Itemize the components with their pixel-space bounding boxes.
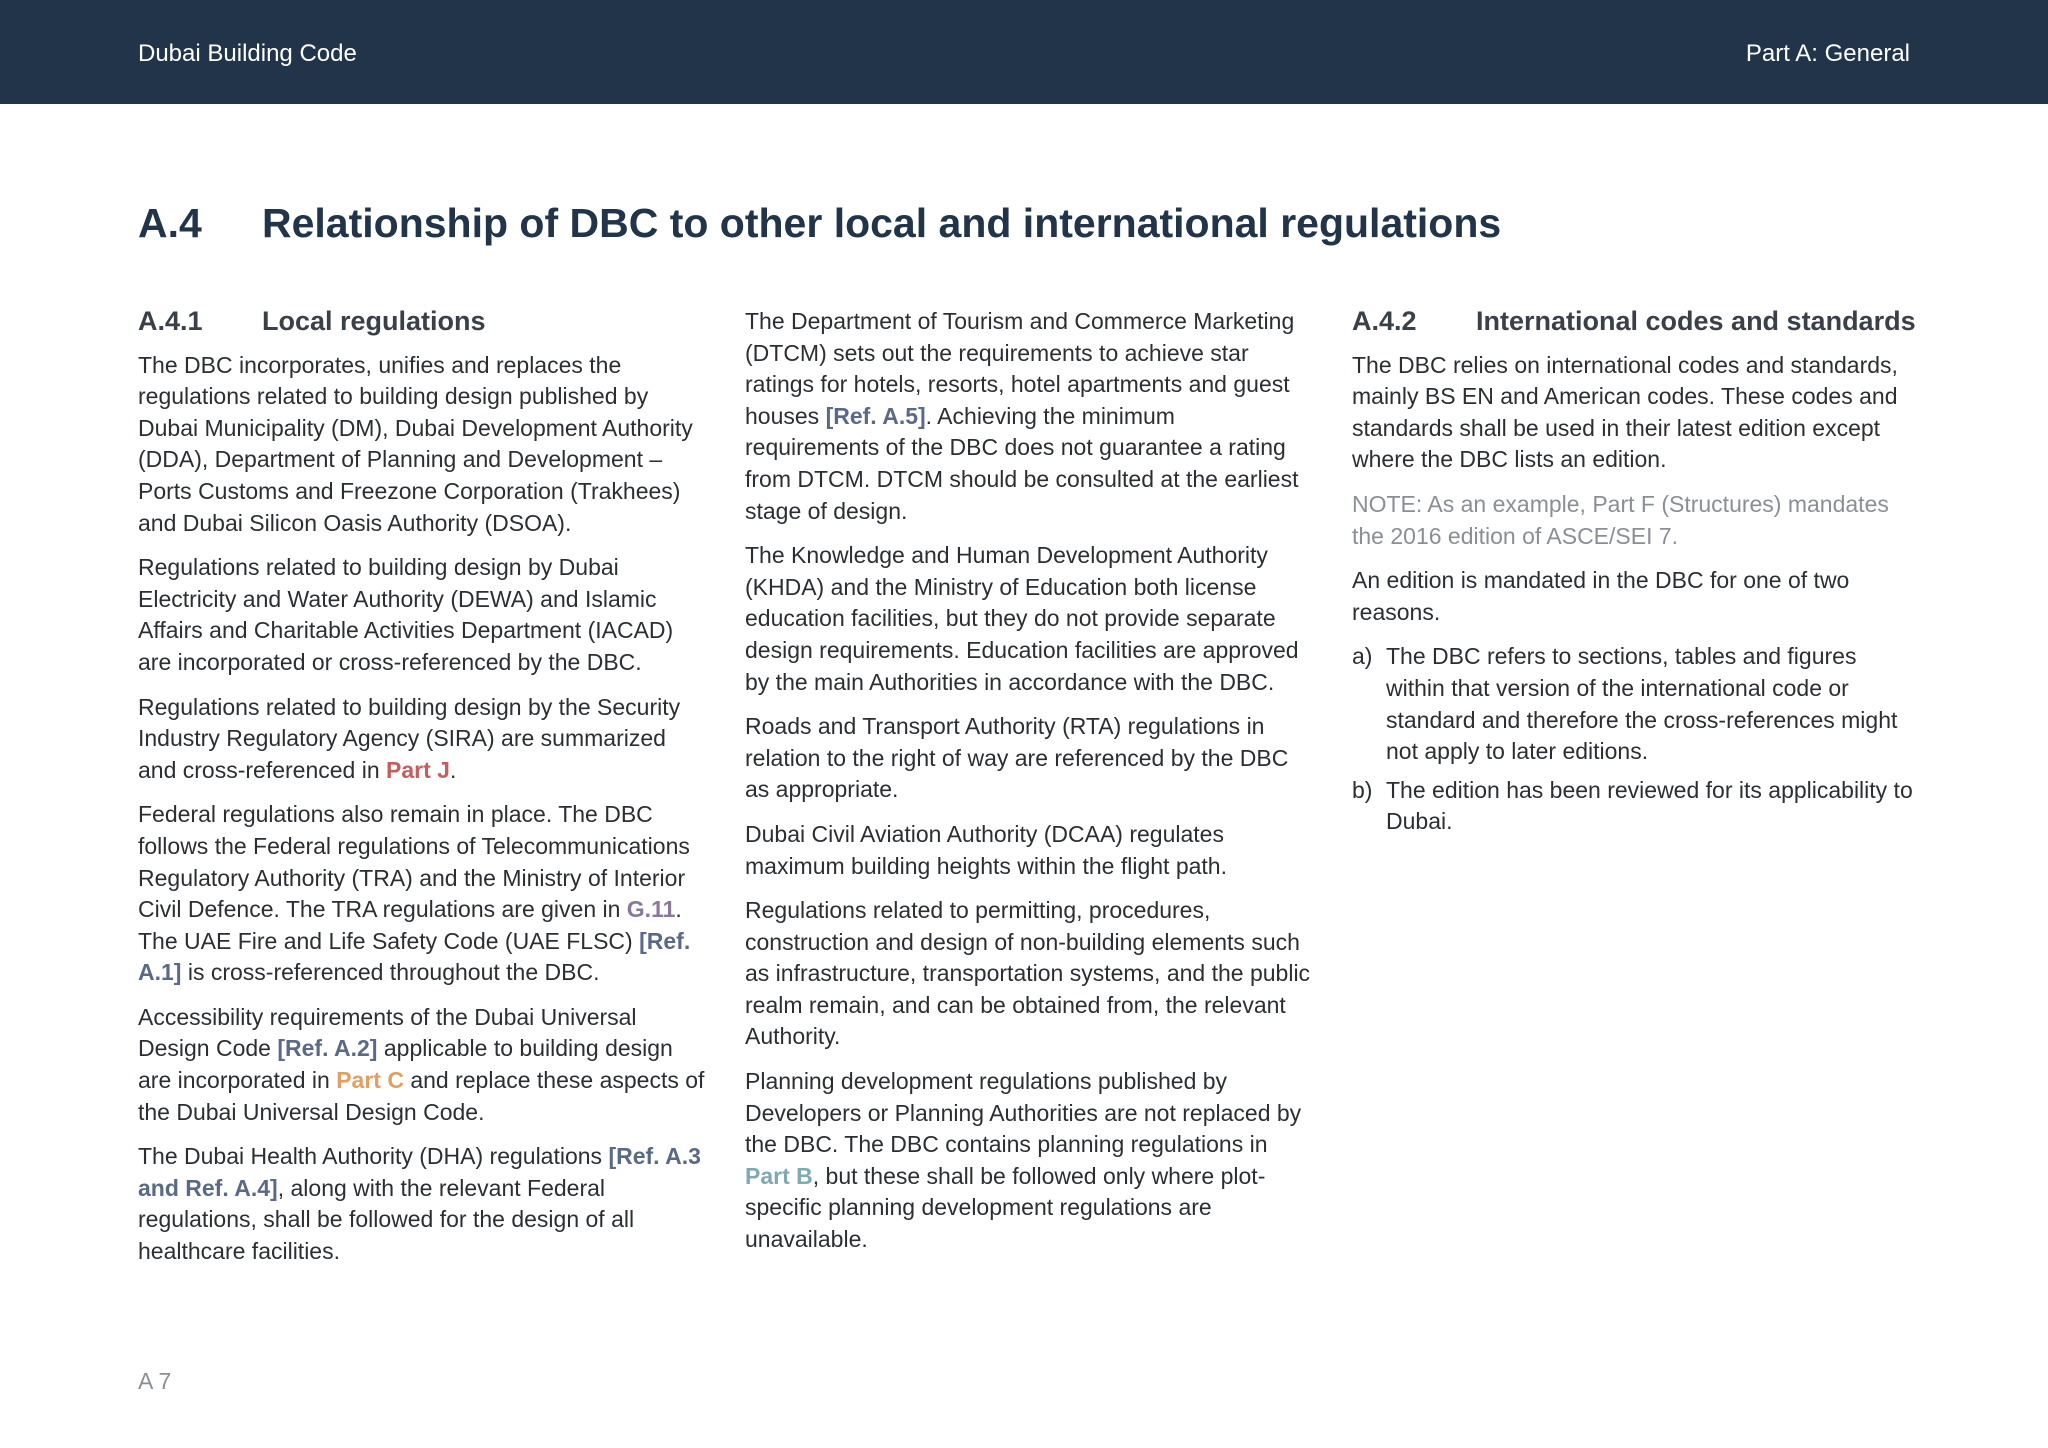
text-run: is cross-referenced throughout the DBC. xyxy=(181,959,600,986)
text-run: . Achieving the minimum requirements of the DBC does not guarantee a rating from DTCM. DTCM should be consulted at the earliest stage of design. xyxy=(745,402,1299,524)
paragraph: The DBC incorporates, unifies and replaces the regulations related to building design published by Dubai Municipality (DM), Dubai Development Authority (DDA), Department of Planning and Development – Ports Customs and Freezone Corporation (Trakhees) and Dubai Silicon Oasis Authority (DSOA). xyxy=(138,351,693,536)
subsection-title: International codes and standards xyxy=(1476,306,1916,336)
paragraph: Dubai Civil Aviation Authority (DCAA) regulates maximum building heights within the flight path. xyxy=(745,820,1227,879)
part-b-link[interactable]: Part B xyxy=(745,1162,813,1189)
text-run: and replace these aspects of the Dubai Universal Design Code. xyxy=(138,1067,705,1125)
column-local-regulations xyxy=(138,306,706,1281)
text-run: Regulations related to building design by the Security Industry Regulatory Agency (SIRA) are summarized and cross-referenced in xyxy=(138,693,681,783)
ref-a3-a4-link[interactable]: [Ref. A.3 and Ref. A.4] xyxy=(138,1143,701,1201)
ref-a2-link[interactable]: [Ref. A.2] xyxy=(277,1035,378,1062)
subsection-number: A.4.1 xyxy=(138,306,203,336)
ref-a5-link[interactable]: [Ref. A.5] xyxy=(825,402,926,429)
paragraph: Regulations related to building design by Dubai Electricity and Water Authority (DEWA) and Islamic Affairs and Charitable Activities Department (IACAD) are incorporated or cross-referenced by the DBC. xyxy=(138,554,674,675)
text-run: , along with the relevant Federal regulations, shall be followed for the design of all healthcare facilities. xyxy=(138,1174,635,1265)
paragraph xyxy=(138,1002,706,1128)
subsection-heading-international xyxy=(1352,306,1920,338)
text-run: . The UAE Fire and Life Safety Code (UAE FLSC) xyxy=(138,896,682,954)
list-marker: a) xyxy=(1352,643,1373,670)
paragraph: An edition is mandated in the DBC for one of two reasons. xyxy=(1352,567,1850,625)
section-number: A.4 xyxy=(138,200,202,246)
list-marker: b) xyxy=(1352,776,1373,803)
ref-a1-link[interactable]: [Ref. A.1] xyxy=(138,927,691,986)
paragraph xyxy=(745,306,1313,527)
paragraph: The DBC relies on international codes and standards, mainly BS EN and American codes. These codes and standards shall be used in their latest edition except where the DBC lists an edition. xyxy=(1352,351,1898,473)
text-run: The Department of Tourism and Commerce Marketing (DTCM) sets out the requirements to achieve star ratings for hotels, resorts, hotel apartments and guest houses xyxy=(745,308,1295,429)
subsection-heading-local xyxy=(138,306,706,338)
g11-link[interactable]: G.11 xyxy=(626,896,676,923)
paragraph xyxy=(138,1141,706,1267)
section-heading xyxy=(138,200,1501,247)
paragraph xyxy=(745,1066,1313,1256)
column-middle xyxy=(745,306,1313,1269)
subsection-number: A.4.2 xyxy=(1352,306,1417,336)
list-item xyxy=(1352,641,1920,767)
list-item xyxy=(1352,775,1920,838)
part-j-link[interactable]: Part J xyxy=(386,756,450,783)
paragraph xyxy=(138,799,706,989)
document-title: Dubai Building Code xyxy=(138,40,357,67)
list-item-text: The edition has been reviewed for its applicability to Dubai. xyxy=(1386,776,1913,835)
text-run: Accessibility requirements of the Dubai Universal Design Code xyxy=(138,1003,637,1062)
page-number: A 7 xyxy=(138,1368,172,1394)
subsection-title: Local regulations xyxy=(262,306,486,336)
text-run: , but these shall be followed only where plot-specific planning development regulations are unavailable. xyxy=(745,1162,1266,1253)
paragraph: The Knowledge and Human Development Authority (KHDA) and the Ministry of Education both license education facilities, but they do not provide separate design requirements. Education facilities are approved by the main Authorities in accordance with the DBC. xyxy=(745,542,1299,695)
paragraph xyxy=(138,692,706,787)
list-item-text: The DBC refers to sections, tables and figures within that version of the international code or standard and therefore the cross-references might not apply to later editions. xyxy=(1386,643,1898,765)
note: NOTE: As an example, Part F (Structures) mandates the 2016 edition of ASCE/SEI 7. xyxy=(1352,490,1889,549)
column-international xyxy=(1352,306,1920,845)
text-run: applicable to building design are incorporated in xyxy=(138,1035,673,1094)
text-run: The Dubai Health Authority (DHA) regulations xyxy=(138,1143,609,1170)
text-run: Planning development regulations published by Developers or Planning Authorities are not replaced by the DBC. The DBC contains planning regulations in xyxy=(745,1068,1302,1158)
text-run: . xyxy=(449,756,457,783)
part-c-link[interactable]: Part C xyxy=(336,1067,404,1094)
text-run: Federal regulations also remain in place. The DBC follows the Federal regulations of Telecommunications Regulatory Authority (TRA) and the Ministry of Interior Civil Defence. The TRA regulations are given in xyxy=(138,801,690,923)
section-title: Relationship of DBC to other local and international regulations xyxy=(262,200,1502,246)
paragraph: Regulations related to permitting, procedures, construction and design of non-building elements such as infrastructure, transportation systems, and the public realm remain, and can be obtained from, the relevant Authority. xyxy=(745,897,1311,1050)
part-title: Part A: General xyxy=(1745,40,1910,67)
paragraph: Roads and Transport Authority (RTA) regulations in relation to the right of way are referenced by the DBC as appropriate. xyxy=(745,713,1289,803)
page-header xyxy=(0,0,2048,104)
